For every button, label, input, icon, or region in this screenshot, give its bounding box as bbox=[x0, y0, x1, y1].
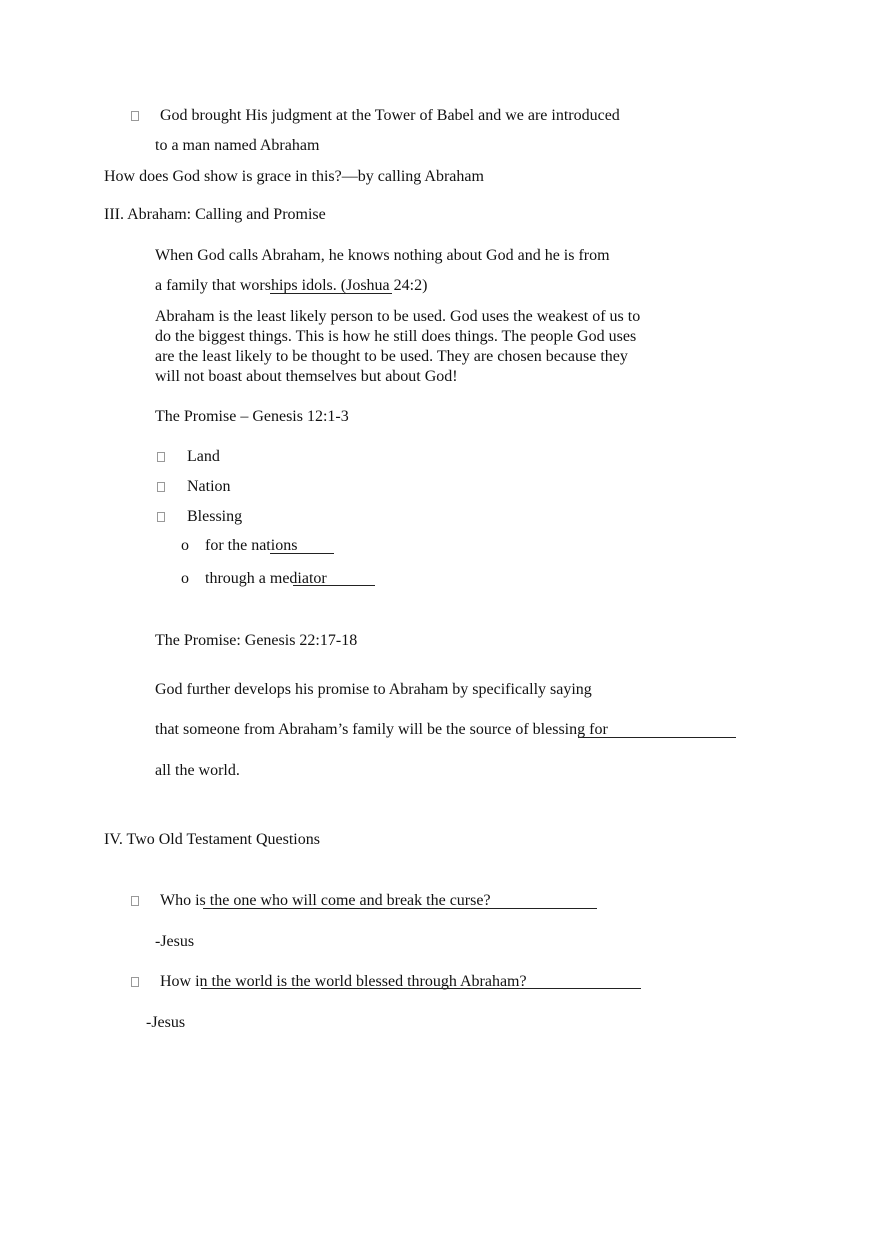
promise-2-heading: The Promise: Genesis 22:17-18 bbox=[155, 632, 358, 649]
checkbox-icon bbox=[131, 111, 139, 121]
checkbox-icon bbox=[157, 452, 165, 462]
checkbox-icon bbox=[157, 482, 165, 492]
sub-bullet: o bbox=[181, 570, 189, 587]
intro-line-2: to a man named Abraham bbox=[155, 137, 320, 154]
section-4-heading: IV. Two Old Testament Questions bbox=[104, 831, 320, 848]
grace-question: How does God show is grace in this?—by calling Abraham bbox=[104, 168, 484, 185]
sub-bullet: o bbox=[181, 537, 189, 554]
promise-item-land: Land bbox=[187, 448, 220, 465]
blank-underline bbox=[293, 585, 375, 586]
answer-1: -Jesus bbox=[155, 933, 195, 950]
checkbox-icon bbox=[157, 512, 165, 522]
develops-line-3: all the world. bbox=[155, 762, 240, 779]
least-likely-paragraph: Abraham is the least likely person to be used. God uses the weakest of us to do the biggest things. This is how he still does things. The people God uses are the least likely to be thought to be used. They are chosen because they will not boast about themselves but about God! bbox=[155, 308, 641, 385]
promise-item-blessing: Blessing bbox=[187, 508, 243, 525]
question-1: Who is the one who will come and break the curse? bbox=[160, 892, 491, 909]
develops-line-2: that someone from Abraham’s family will be the source of blessing for bbox=[155, 721, 608, 738]
blank-underline bbox=[270, 553, 334, 554]
section-3-heading: III. Abraham: Calling and Promise bbox=[104, 206, 326, 223]
checkbox-icon bbox=[131, 977, 139, 987]
blank-underline bbox=[270, 293, 392, 294]
question-2: How in the world is the world blessed through Abraham? bbox=[160, 973, 527, 990]
promise-1-heading: The Promise – Genesis 12:1-3 bbox=[155, 408, 349, 425]
blank-underline bbox=[578, 737, 736, 738]
promise-item-nation: Nation bbox=[187, 478, 231, 495]
checkbox-icon bbox=[131, 896, 139, 906]
answer-2: -Jesus bbox=[146, 1014, 186, 1031]
blessing-sub-nations: for the nations bbox=[205, 537, 298, 554]
calls-line-1: When God calls Abraham, he knows nothing about God and he is from bbox=[155, 247, 610, 264]
calls-line-2: a family that worships idols. (Joshua 24:2) bbox=[155, 277, 428, 294]
blank-underline bbox=[201, 988, 641, 989]
blank-underline bbox=[203, 908, 597, 909]
blessing-sub-mediator: through a mediator bbox=[205, 570, 327, 587]
intro-line-1: God brought His judgment at the Tower of Babel and we are introduced bbox=[160, 107, 620, 124]
develops-line-1: God further develops his promise to Abraham by specifically saying bbox=[155, 681, 592, 698]
